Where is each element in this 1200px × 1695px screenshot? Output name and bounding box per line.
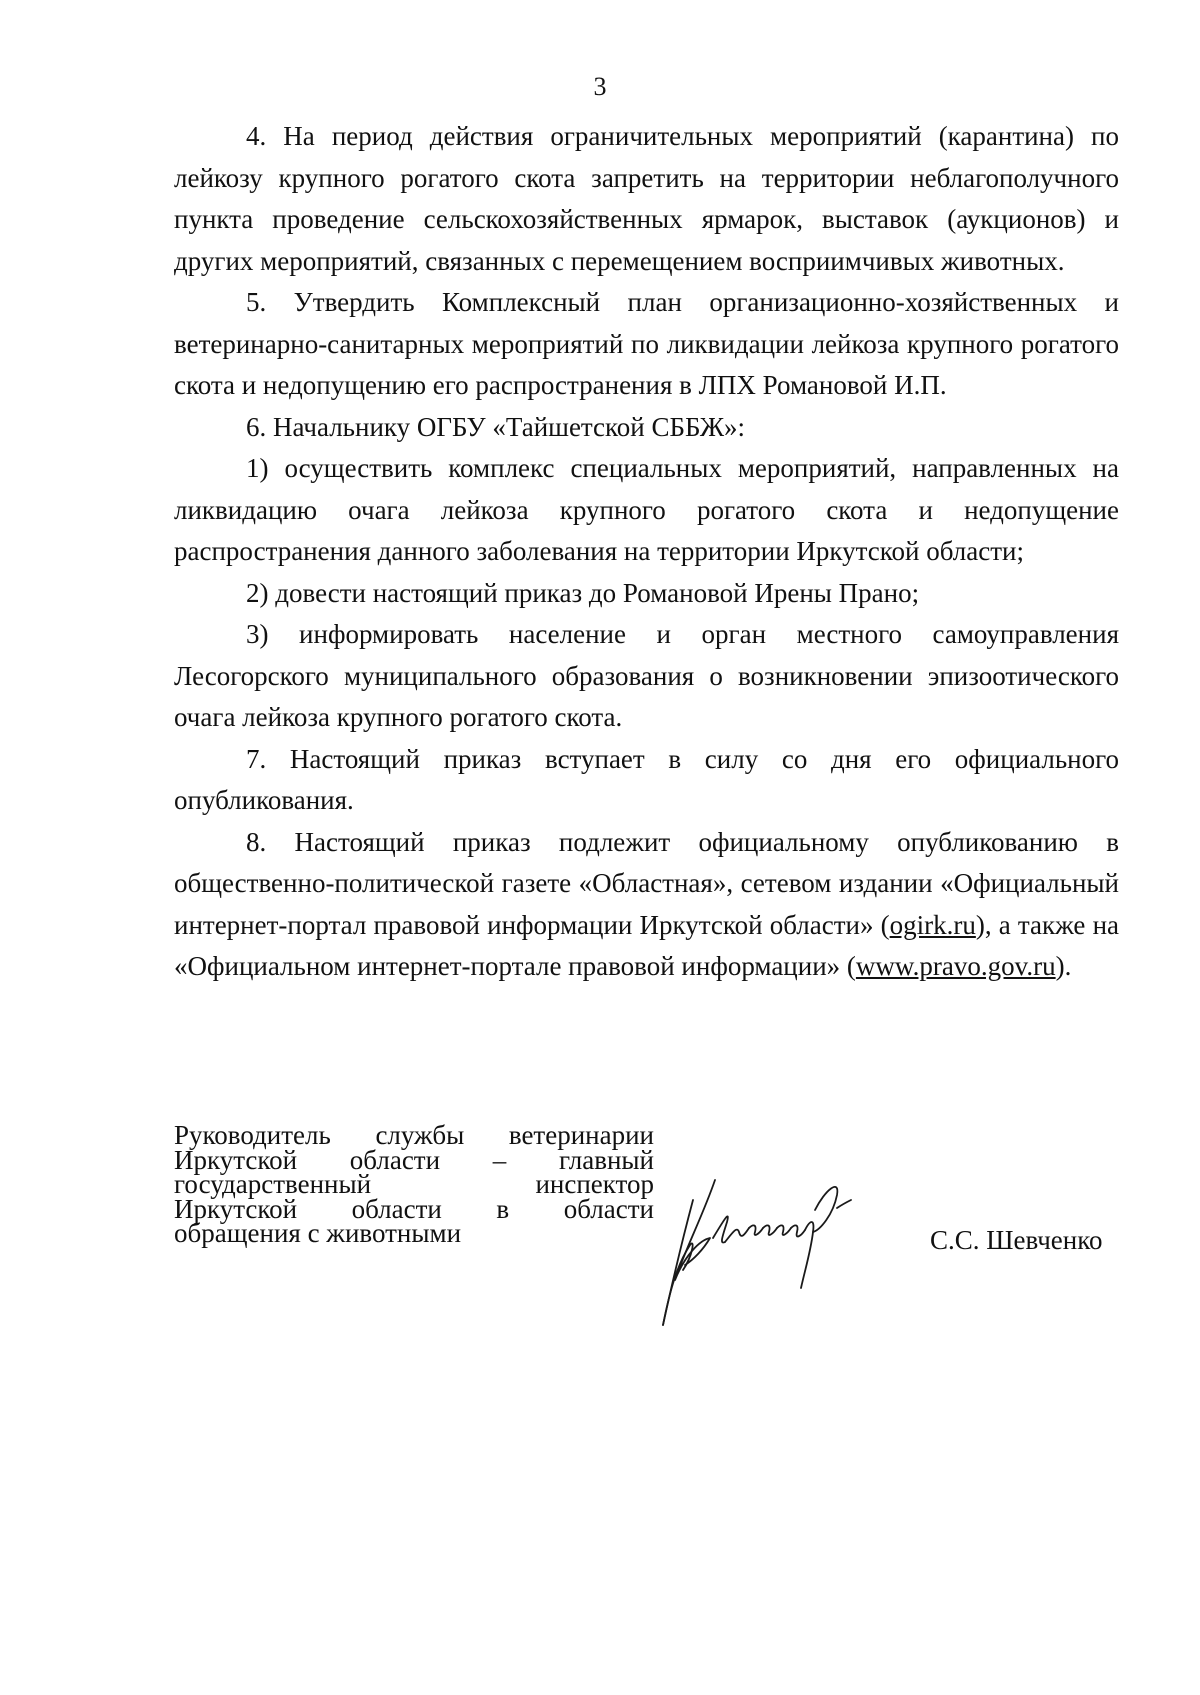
paragraph-8-text-a: 8. Настоящий приказ подлежит официальному опубликованию в общественно-политической газете «Областная», сетевом издании «Официальный интернет-портал правовой информации Иркутской области» (	[174, 826, 1119, 940]
paragraph-8-text-b: ), а также на «Официальном интернет-портале правовой информации» (	[174, 909, 1119, 981]
paragraph-5: 5. Утвердить Комплексный план организационно-хозяйственных и ветеринарно-санитарных мероприятий по ликвидации лейкоза крупного рогатого скота и недопущению его распространения в ЛПХ Романовой И.П.	[174, 287, 1119, 400]
paragraph-6: 6. Начальнику ОГБУ «Тайшетской СББЖ»:	[246, 411, 746, 442]
position-line: Иркутской области в области	[174, 1193, 654, 1224]
paragraph-6-1: 1) осуществить комплекс специальных мероприятий, направленных на ликвидацию очага лейкоза крупного рогатого скота и недопущение распространения данного заболевания на территории Иркутской области;	[174, 453, 1119, 566]
signatory-position	[174, 1120, 654, 1248]
pravo-link[interactable]: www.pravo.gov.ru	[855, 951, 1056, 981]
page-number: 3	[593, 72, 607, 101]
paragraph-7: 7. Настоящий приказ вступает в силу со дня его официального опубликования.	[174, 743, 1119, 815]
ogirk-link[interactable]: ogirk.ru	[889, 909, 976, 940]
handwritten-signature	[655, 1160, 905, 1335]
paragraph-6-2: 2) довести настоящий приказ до Романовой Ирены Прано;	[246, 577, 920, 608]
paragraph-8-text-c: ).	[1055, 951, 1072, 981]
document-body	[174, 116, 1119, 988]
position-line: государственный инспектор	[174, 1169, 654, 1199]
position-line: Руководитель службы ветеринарии	[174, 1120, 654, 1150]
position-line: обращения с животными	[174, 1218, 462, 1248]
paragraph-8	[174, 822, 1119, 988]
paragraph-6-3: 3) информировать население и орган местного самоуправления Лесогорского муниципального образования о возникновении эпизоотического очага лейкоза крупного рогатого скота.	[174, 619, 1119, 732]
paragraph-4: 4. На период действия ограничительных мероприятий (карантина) по лейкозу крупного рогатого скота запретить на территории неблагополучного пункта проведение сельскохозяйственных ярмарок, выставок (аукционов) и других мероприятий, связанных с перемещением восприимчивых животных.	[174, 121, 1119, 276]
position-line: Иркутской области – главный	[174, 1144, 654, 1175]
signer-name: С.С. Шевченко	[930, 1225, 1103, 1255]
